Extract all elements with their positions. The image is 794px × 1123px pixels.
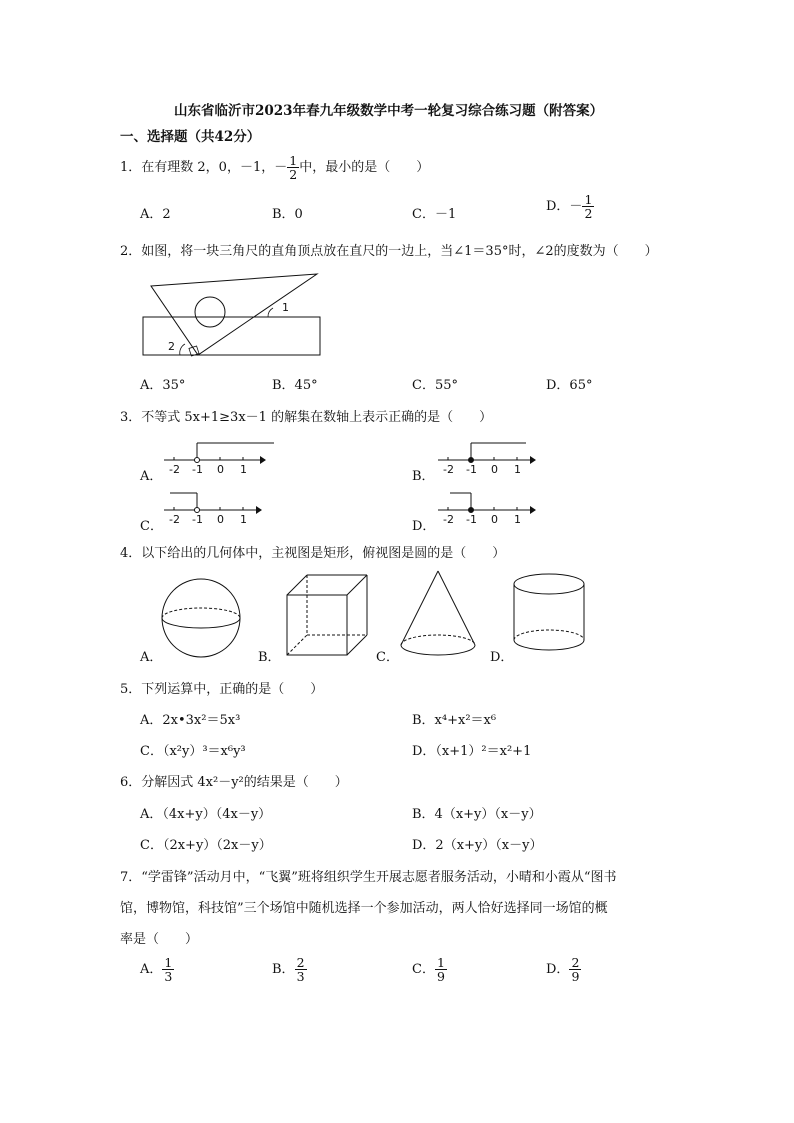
q1-option-b[interactable]: B．0 [272,207,303,222]
q4-option-d[interactable]: D． [490,650,514,665]
cube-edge [347,635,367,655]
q6-option-a[interactable]: A．（4x+y）（4x－y） [140,807,272,822]
tick-label: 0 [217,463,224,476]
open-point [195,508,200,513]
q6-option-b[interactable]: B．4（x+y）（x－y） [412,807,542,822]
sphere-equator-back [162,608,240,618]
q1-frac-den: 2 [289,167,298,183]
open-point [195,458,200,463]
q7-b-label: B． [272,962,295,978]
q4-option-b[interactable]: B． [258,650,281,665]
tick-label: -1 [466,513,477,526]
tick-label: 0 [491,463,498,476]
q2-option-d[interactable]: D．65° [546,378,593,393]
q1-fraction [287,154,299,181]
q7-option-d[interactable] [546,956,581,983]
tick-label: 1 [240,513,247,526]
q2-option-a[interactable]: A．35° [140,378,186,393]
q2-figure [140,270,330,362]
q1-d-fraction [582,193,594,220]
q7-d-label: D． [546,962,570,978]
q7-d-den: 9 [571,969,580,985]
question-5: 5．下列运算中，正确的是（ ） [120,682,324,697]
q1-frac-num: 1 [289,153,298,168]
angle-2-label: 2 [168,340,175,353]
q1-option-c[interactable]: C．－1 [412,207,457,222]
q4-option-a[interactable]: A． [140,650,163,665]
tick-label: -2 [169,513,180,526]
tick-label: -1 [192,463,203,476]
tick-label: -2 [443,513,454,526]
angle-2-arc [180,344,185,355]
q5-option-b[interactable]: B．x⁴+x²＝x⁶ [412,713,497,728]
q1-stem-a: 1．在有理数 2，0，－1， [120,160,275,176]
q7-option-a[interactable] [140,956,174,983]
angle-1-label: 1 [282,301,289,314]
cylinder-top [514,574,584,594]
cone-side [401,571,438,645]
triangle-ruler-shape [151,274,317,355]
tick-label: 1 [514,513,521,526]
question-3: 3．不等式 5x+1≥3x－1 的解集在数轴上表示正确的是（ ） [120,410,493,425]
question-6: 6．分解因式 4x²－y²的结果是（ ） [120,775,348,790]
axis-arrow [530,456,536,464]
q3-numberline-c [162,488,262,524]
q7-d-fraction [569,956,581,983]
sphere-outline [162,579,240,657]
q3-option-a[interactable]: A． [140,469,163,484]
q1-stem-b: 中，最小的是（ ） [299,160,430,176]
axis-arrow [256,506,262,514]
q3-numberline-d [436,488,536,524]
page-title: 山东省临沂市2023年春九年级数学中考一轮复习综合练习题（附答案） [174,103,604,119]
closed-point [469,458,474,463]
cube-hidden-edge [287,635,307,655]
q4-option-c[interactable]: C． [376,650,399,665]
axis-arrow [530,506,536,514]
q2-option-b[interactable]: B．45° [272,378,318,393]
tick-label: -1 [192,513,203,526]
question-7-line-2: 馆，博物馆，科技馆”三个场馆中随机选择一个参加活动，两人恰好选择同一场馆的概 [120,901,608,916]
q6-option-c[interactable]: C．（2x+y）（2x－y） [140,838,272,853]
q1-neg: － [274,160,288,176]
cone-base-back [401,635,475,645]
q1-d-den: 2 [584,206,593,222]
axis-arrow [260,456,266,464]
section-heading: 一、选择题（共42分） [120,129,261,145]
q7-b-den: 3 [296,969,305,985]
q3-option-c[interactable]: C． [140,519,163,534]
q7-a-den: 3 [164,969,173,985]
tick-label: 1 [514,463,521,476]
question-2: 2．如图，将一块三角尺的直角顶点放在直尺的一边上，当∠1＝35°时，∠2的度数为（ ） [120,244,658,259]
sphere-equator-front [162,618,240,628]
q7-d-num: 2 [571,955,580,970]
cylinder-base-front [514,640,584,650]
q7-c-label: C． [412,962,435,978]
q7-option-c[interactable] [412,956,447,983]
q3-option-b[interactable]: B． [412,469,435,484]
cone-base-front [401,645,475,655]
q3-numberline-a [162,438,262,474]
question-7-line-1: 7．“学雷锋”活动月中，“飞翼”班将组织学生开展志愿者服务活动，小晴和小霞从“图书 [120,870,617,885]
closed-point [469,508,474,513]
q1-d-prefix: D．－ [546,199,583,215]
q7-b-num: 2 [296,955,305,970]
cylinder-figure [511,571,591,663]
q3-option-d[interactable]: D． [412,519,436,534]
q7-option-b[interactable] [272,956,307,983]
cube-edge [347,575,367,595]
triangle-hole-circle [195,297,225,327]
q1-option-a[interactable]: A．2 [140,207,171,222]
q2-option-c[interactable]: C．55° [412,378,458,393]
cube-edge [287,575,307,595]
q7-b-fraction [295,956,307,983]
q5-option-a[interactable]: A．2x•3x²＝5x³ [140,713,241,728]
q7-a-fraction [162,956,174,983]
cone-figure [398,569,480,661]
q1-option-d[interactable] [546,193,594,220]
q7-c-num: 1 [436,955,445,970]
tick-label: -2 [443,463,454,476]
tick-label: -1 [466,463,477,476]
q7-a-label: A． [140,962,163,978]
q5-option-c[interactable]: C．（x²y）³＝x⁶y³ [140,744,246,759]
q3-numberline-b [436,438,536,474]
sphere-figure [160,577,242,659]
q7-c-den: 9 [436,969,445,985]
q6-option-d[interactable]: D．2（x+y）（x－y） [412,838,543,853]
angle-1-arc [268,308,273,317]
question-1 [120,154,429,181]
question-7-line-3: 率是（ ） [120,932,199,947]
q7-a-num: 1 [164,955,173,970]
cylinder-base-back [514,630,584,640]
q1-d-num: 1 [584,192,593,207]
cube-figure [285,573,369,663]
cone-side [438,571,475,645]
question-4: 4．以下给出的几何体中，主视图是矩形，俯视图是圆的是（ ） [120,546,506,561]
tick-label: 1 [240,463,247,476]
tick-label: 0 [217,513,224,526]
tick-label: -2 [169,463,180,476]
tick-label: 0 [491,513,498,526]
q5-option-d[interactable]: D．（x+1）²＝x²+1 [412,744,532,759]
q7-c-fraction [435,956,447,983]
